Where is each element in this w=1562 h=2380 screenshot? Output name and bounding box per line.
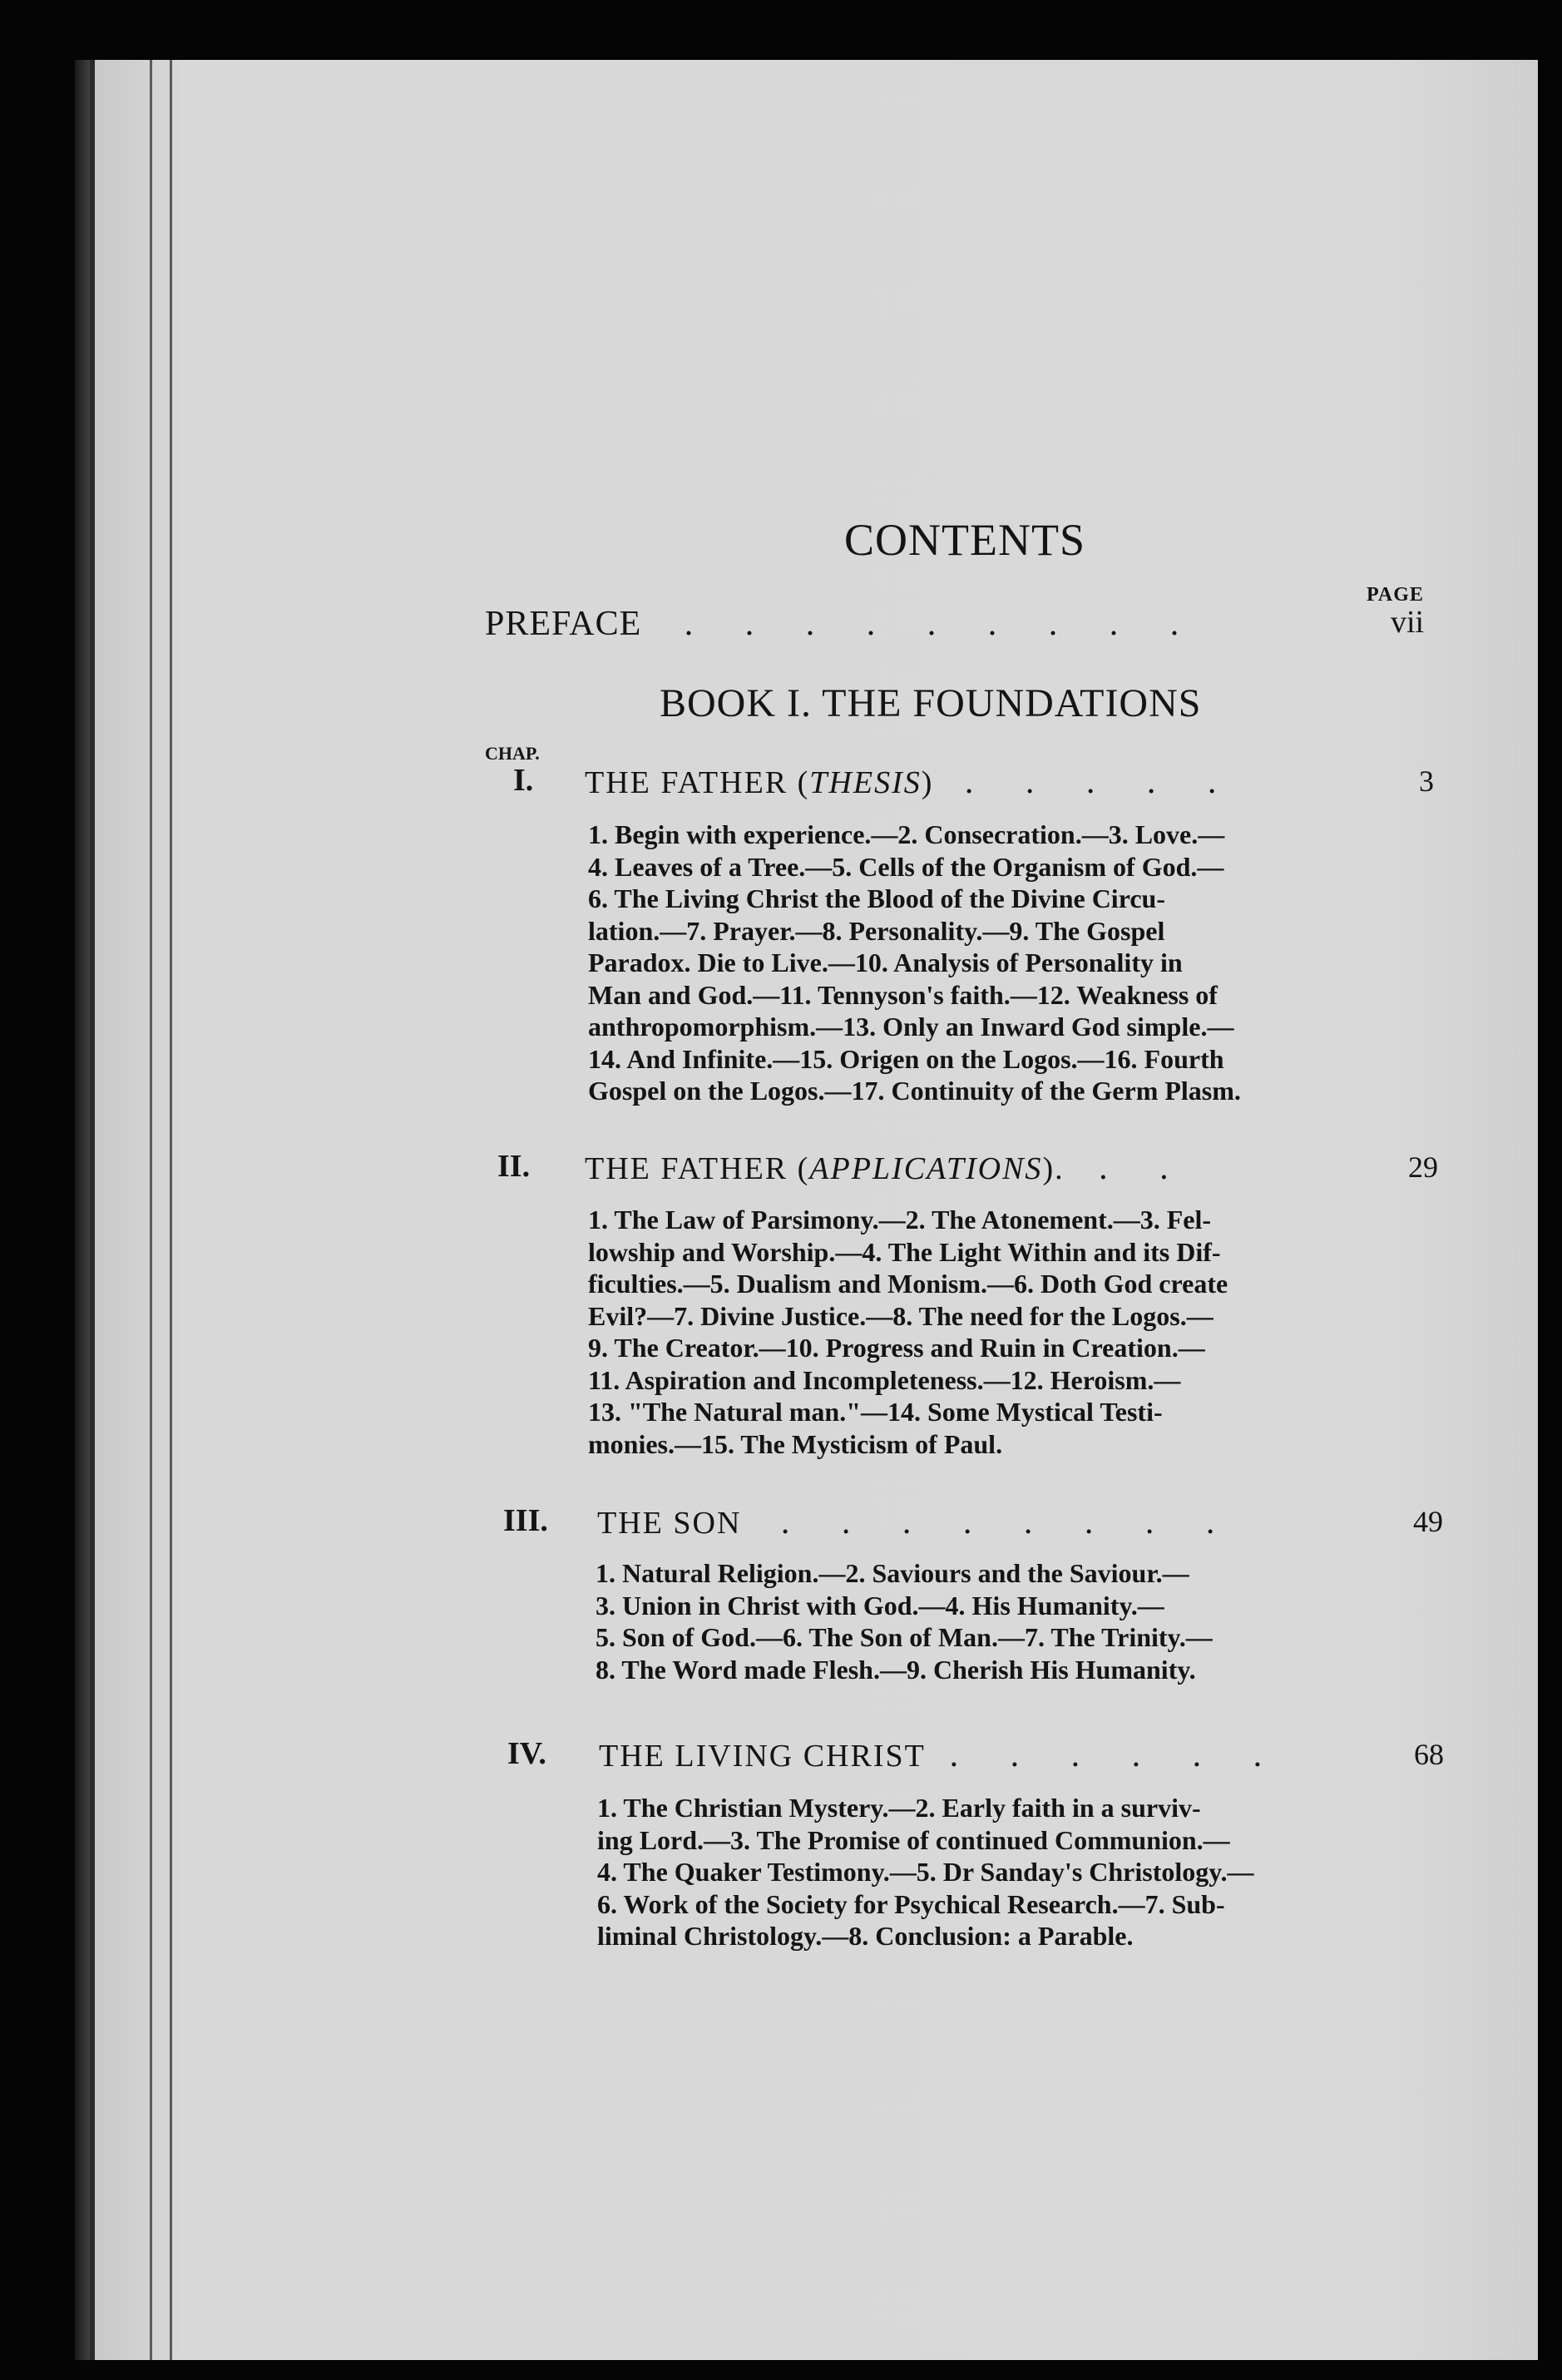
summary-line: ing Lord.—3. The Promise of continued Communion.—: [597, 1824, 1230, 1855]
chapter-title-text: THE LIVING CHRIST: [599, 1739, 926, 1774]
summary-line: 3. Union in Christ with God.—4. His Humanity.—: [596, 1590, 1164, 1620]
chapter-page-number: 29: [1408, 1150, 1438, 1184]
summary-line: monies.—15. The Mysticism of Paul.: [588, 1428, 1003, 1459]
summary-line: 9. The Creator.—10. Progress and Ruin in Creation.—: [588, 1333, 1205, 1363]
chapter-summary: [596, 1557, 1339, 1685]
chapter-title-text: THE SON: [597, 1506, 742, 1541]
summary-line: lowship and Worship.—4. The Light Within and its Dif-: [588, 1236, 1221, 1267]
summary-line: Evil?—7. Divine Justice.—8. The need for the Logos.—: [588, 1300, 1214, 1331]
binding-line: [170, 60, 172, 2360]
summary-line: 11. Aspiration and Incompleteness.—12. Heroism.—: [588, 1364, 1181, 1395]
leader-dots: . . . . . .: [949, 1736, 1284, 1774]
chapter-numeral: I.: [513, 763, 534, 798]
summary-line: 4. The Quaker Testimony.—5. Dr Sanday's Christology.—: [597, 1857, 1254, 1887]
contents-heading: CONTENTS: [844, 515, 1085, 565]
chapter-title-text: THE FATHER (: [585, 1151, 810, 1186]
chapter-title-suffix: ).: [1042, 1151, 1065, 1186]
summary-line: anthropomorphism.—13. Only an Inward God simple.—: [588, 1012, 1234, 1042]
chapter-title: [599, 1735, 1283, 1775]
summary-line: 8. The Word made Flesh.—9. Cherish His Humanity.: [596, 1654, 1196, 1685]
leader-dots: . .: [1099, 1149, 1190, 1187]
preface-title: PREFACE: [485, 605, 642, 643]
chap-column-label: CHAP.: [485, 743, 540, 764]
chapter-title: [597, 1502, 1236, 1542]
summary-line: 5. Son of God.—6. The Son of Man.—7. The Trinity.—: [596, 1622, 1213, 1652]
book-title: BOOK I. THE FOUNDATIONS: [660, 681, 1202, 725]
summary-line: 14. And Infinite.—15. Origen on the Logos.—16. Fourth: [588, 1043, 1224, 1074]
chapter-title-text: THE FATHER (: [585, 765, 810, 800]
leader-dots: . . . . .: [964, 763, 1238, 801]
chapter-page-number: 3: [1419, 764, 1434, 798]
leader-dots: . . . . . . . . .: [684, 605, 1201, 643]
preface-page-number: vii: [1391, 605, 1425, 640]
summary-line: 1. Natural Religion.—2. Saviours and the Saviour.—: [596, 1558, 1189, 1588]
chapter-numeral: III.: [503, 1503, 548, 1538]
chapter-numeral: IV.: [507, 1736, 546, 1771]
summary-line: 4. Leaves of a Tree.—5. Cells of the Organism of God.—: [588, 851, 1224, 882]
summary-line: 13. "The Natural man."—14. Some Mystical Testi-: [588, 1397, 1163, 1427]
chapter-title: [585, 1148, 1190, 1188]
chapter-page-number: 68: [1414, 1738, 1444, 1771]
binding-line: [150, 60, 152, 2360]
chapter-title-italic: APPLICATIONS: [809, 1151, 1043, 1186]
summary-line: 6. Work of the Society for Psychical Research.—7. Sub-: [597, 1888, 1225, 1919]
chapter-summary: [597, 1792, 1350, 1952]
summary-line: 1. The Law of Parsimony.—2. The Atonement.—3. Fel-: [588, 1205, 1212, 1235]
summary-line: 6. The Living Christ the Blood of the Divine Circu-: [588, 883, 1165, 913]
summary-line: 1. The Christian Mystery.—2. Early faith in a surviv-: [597, 1793, 1201, 1823]
chapter-summary: [588, 819, 1345, 1107]
chapter-title-suffix: ): [921, 765, 934, 800]
summary-line: Man and God.—11. Tennyson's faith.—12. Weakness of: [588, 979, 1218, 1010]
chapter-page-number: 49: [1413, 1505, 1443, 1538]
page-column-label: PAGE: [1367, 584, 1424, 606]
summary-line: liminal Christology.—8. Conclusion: a Parable.: [597, 1921, 1134, 1951]
leader-dots: . . . . . . . .: [780, 1503, 1237, 1541]
chapter-title: [585, 762, 1238, 802]
summary-line: Paradox. Die to Live.—10. Analysis of Personality in: [588, 948, 1183, 977]
summary-line: ficulties.—5. Dualism and Monism.—6. Doth God create: [588, 1269, 1228, 1299]
chapter-summary: [588, 1204, 1345, 1460]
preface-entry: [485, 604, 1200, 644]
chapter-title-italic: THESIS: [809, 765, 922, 800]
summary-line: Gospel on the Logos.—17. Continuity of the Germ Plasm.: [588, 1076, 1241, 1106]
summary-line: lation.—7. Prayer.—8. Personality.—9. The Gospel: [588, 915, 1165, 946]
chapter-numeral: II.: [497, 1149, 531, 1184]
summary-line: 1. Begin with experience.—2. Consecration.—3. Love.—: [588, 819, 1225, 849]
